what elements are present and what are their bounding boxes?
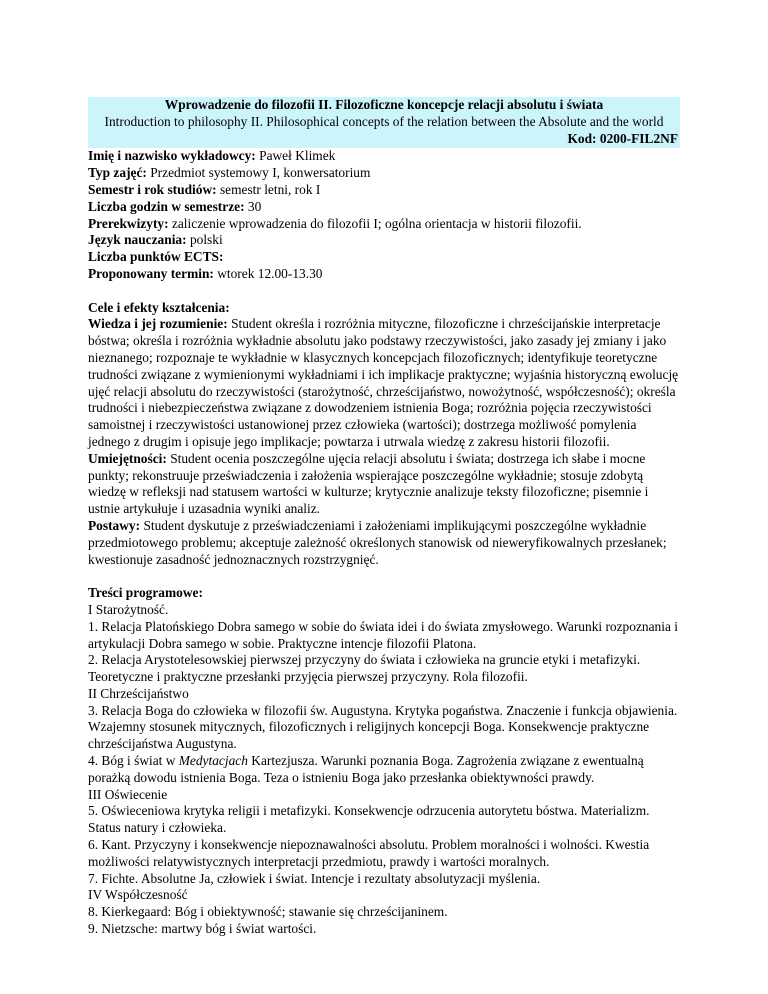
info-value: semestr letni, rok I	[219, 181, 321, 197]
info-value: polski	[189, 232, 223, 248]
course-header	[88, 97, 680, 148]
course-code-value: 0200-FIL2NF	[599, 130, 678, 146]
program-line: 8. Kierkegaard: Bóg i obiektywność; stawanie się chrześcijaninem.	[88, 904, 448, 920]
info-label: Proponowany termin:	[88, 265, 214, 281]
info-label: Język nauczania:	[88, 232, 187, 248]
info-label: Liczba punktów ECTS:	[88, 249, 224, 265]
program-line: 7. Fichte. Absolutne Ja, człowiek i świat. Intencje i rezultaty absolutyzacji myślenia.	[88, 870, 541, 886]
knowledge-text: Student określa i rozróżnia mityczne, filozoficzne i chrześcijańskie interpretacje bóstwa; określa i rozróżnia wykładnie absolutu jako podstawy rzeczywistości, jako zasady jej zmiany i jako nieznanego; rozpoznaje te wykładnie w klasycznych koncepcjach filozoficznych; identyfikuje teoretyczne trudności związane z wymienionymi wykładniami i ich implikacje praktyczne; wyjaśnia historyczną ewolucję ujęć relacji absolutu do rzeczywistości (starożytność, chrześcijaństwo, nowożytność, współczesność); określa trudności i niebezpieczeństwa związane z dowodzeniem istnienia Boga; rozróżnia pojęcia rzeczywistości samoistnej i rzeczywistości ustanowionej przez człowieka (wartości); dostrzega możliwość pomylenia jednego z drugim i opisuje jego implikacje; powtarza i utrwala wiedzę z zakresu historii filozofii.	[88, 316, 679, 449]
program-line: 4. Bóg i świat w Medytacjach Kartezjusza. Warunki poznania Boga. Zagrożenia związane z ewentualną porażką dowodu istnienia Boga. Teza o istnieniu Boga jako przesłanka obiektywności prawdy.	[88, 753, 644, 785]
program-line: 1. Relacja Platońskiego Dobra samego w sobie do świata idei i do świata zmysłowego. Warunki rozpoznania i artykulacji Dobra samego w sobie. Praktyczne intencje filozofii Platona.	[88, 618, 678, 651]
info-row	[88, 216, 680, 233]
info-value: Paweł Klimek	[259, 148, 336, 164]
info-value: 30	[247, 198, 262, 214]
course-code	[88, 131, 680, 148]
attitudes-paragraph	[88, 518, 680, 568]
course-code-label: Kod:	[567, 130, 597, 146]
course-title-pl: Wprowadzenie do filozofii II. Filozoficzne koncepcje relacji absolutu i świata	[164, 97, 604, 112]
attitudes-text: Student dyskutuje z przeświadczeniami i założeniami implikującymi poszczególne wykładnie przedmiotowego problemu; akceptuje zależność określonych stanowisk od nieweryfikowalnych przesłanek; kwestionuje zasadność jednoznacznych rozstrzygnięć.	[88, 517, 667, 567]
info-row	[88, 165, 680, 182]
info-label: Semestr i rok studiów:	[88, 181, 217, 197]
program-section	[88, 585, 680, 938]
program-line: II Chrześcijaństwo	[88, 685, 189, 701]
info-value: wtorek 12.00-13.30	[217, 265, 323, 281]
program-line: IV Współczesność	[88, 887, 188, 903]
skills-label: Umiejętności:	[88, 450, 167, 466]
skills-paragraph	[88, 451, 680, 518]
info-row	[88, 232, 680, 249]
info-row	[88, 182, 680, 199]
info-row	[88, 199, 680, 216]
info-row	[88, 249, 680, 266]
program-line: 3. Relacja Boga do człowieka w filozofii św. Augustyna. Krytyka pogaństwa. Znaczenie i funkcja objawienia. Wzajemny stosunek mitycznych, filozoficznych i religijnych koncepcji Boga. Konsekwencje praktyczne chrześcijaństwa Augustyna.	[88, 702, 678, 752]
course-title-en: Introduction to philosophy II. Philosophical concepts of the relation between the Absolute and the world	[104, 113, 664, 129]
goals-section	[88, 300, 680, 569]
info-value: zaliczenie wprowadzenia do filozofii I; ogólna orientacja w historii filozofii.	[171, 215, 582, 231]
info-label: Prerekwizyty:	[88, 215, 169, 231]
program-line: 2. Relacja Arystotelesowskiej pierwszej przyczyny do świata i człowieka na gruncie etyki i metafizyki. Teoretyczne i praktyczne przesłanki przyjęcia pierwszej przyczyny. Rola filozofii.	[88, 652, 641, 685]
knowledge-paragraph	[88, 316, 680, 450]
info-label: Imię i nazwisko wykładowcy:	[88, 148, 256, 164]
course-info	[88, 148, 680, 282]
knowledge-label: Wiedza i jej rozumienie:	[88, 316, 228, 332]
book-title: Medytacjach	[178, 753, 248, 769]
program-line: 9. Nietzsche: martwy bóg i świat wartości.	[88, 921, 317, 937]
info-label: Typ zajęć:	[88, 165, 147, 181]
program-line: III Oświecenie	[88, 786, 168, 802]
info-value: Przedmiot systemowy I, konwersatorium	[150, 165, 371, 181]
program-line: 5. Oświeceniowa krytyka religii i metafizyki. Konsekwencje odrzucenia autorytetu bóstwa. Materializm. Status natury i człowieka.	[88, 803, 650, 836]
info-row	[88, 148, 680, 165]
info-label: Liczba godzin w semestrze:	[88, 198, 245, 214]
document-page	[88, 97, 680, 938]
goals-heading: Cele i efekty kształcenia:	[88, 299, 230, 315]
skills-text: Student ocenia poszczególne ujęcia relacji absolutu i świata; dostrzega ich słabe i mocne punkty; rekonstruuje przeświadczenia i założenia wspierające poszczególne wykładnie; stosuje zdobytą wiedzę w refleksji nad statusem wartości w kulturze; krytycznie analizuje teksty filozoficzne; pisemnie i ustnie artykułuje i uzasadnia wyniki analiz.	[88, 450, 649, 517]
program-heading: Treści programowe:	[88, 585, 203, 601]
attitudes-label: Postawy:	[88, 517, 141, 533]
program-line: I Starożytność.	[88, 601, 169, 617]
info-row	[88, 266, 680, 283]
program-line: 6. Kant. Przyczyny i konsekwencje niepoznawalności absolutu. Problem moralności i wolności. Kwestia możliwości relatywistycznych interpretacji przedmiotu, prawdy i wartości moralnych.	[88, 837, 650, 869]
